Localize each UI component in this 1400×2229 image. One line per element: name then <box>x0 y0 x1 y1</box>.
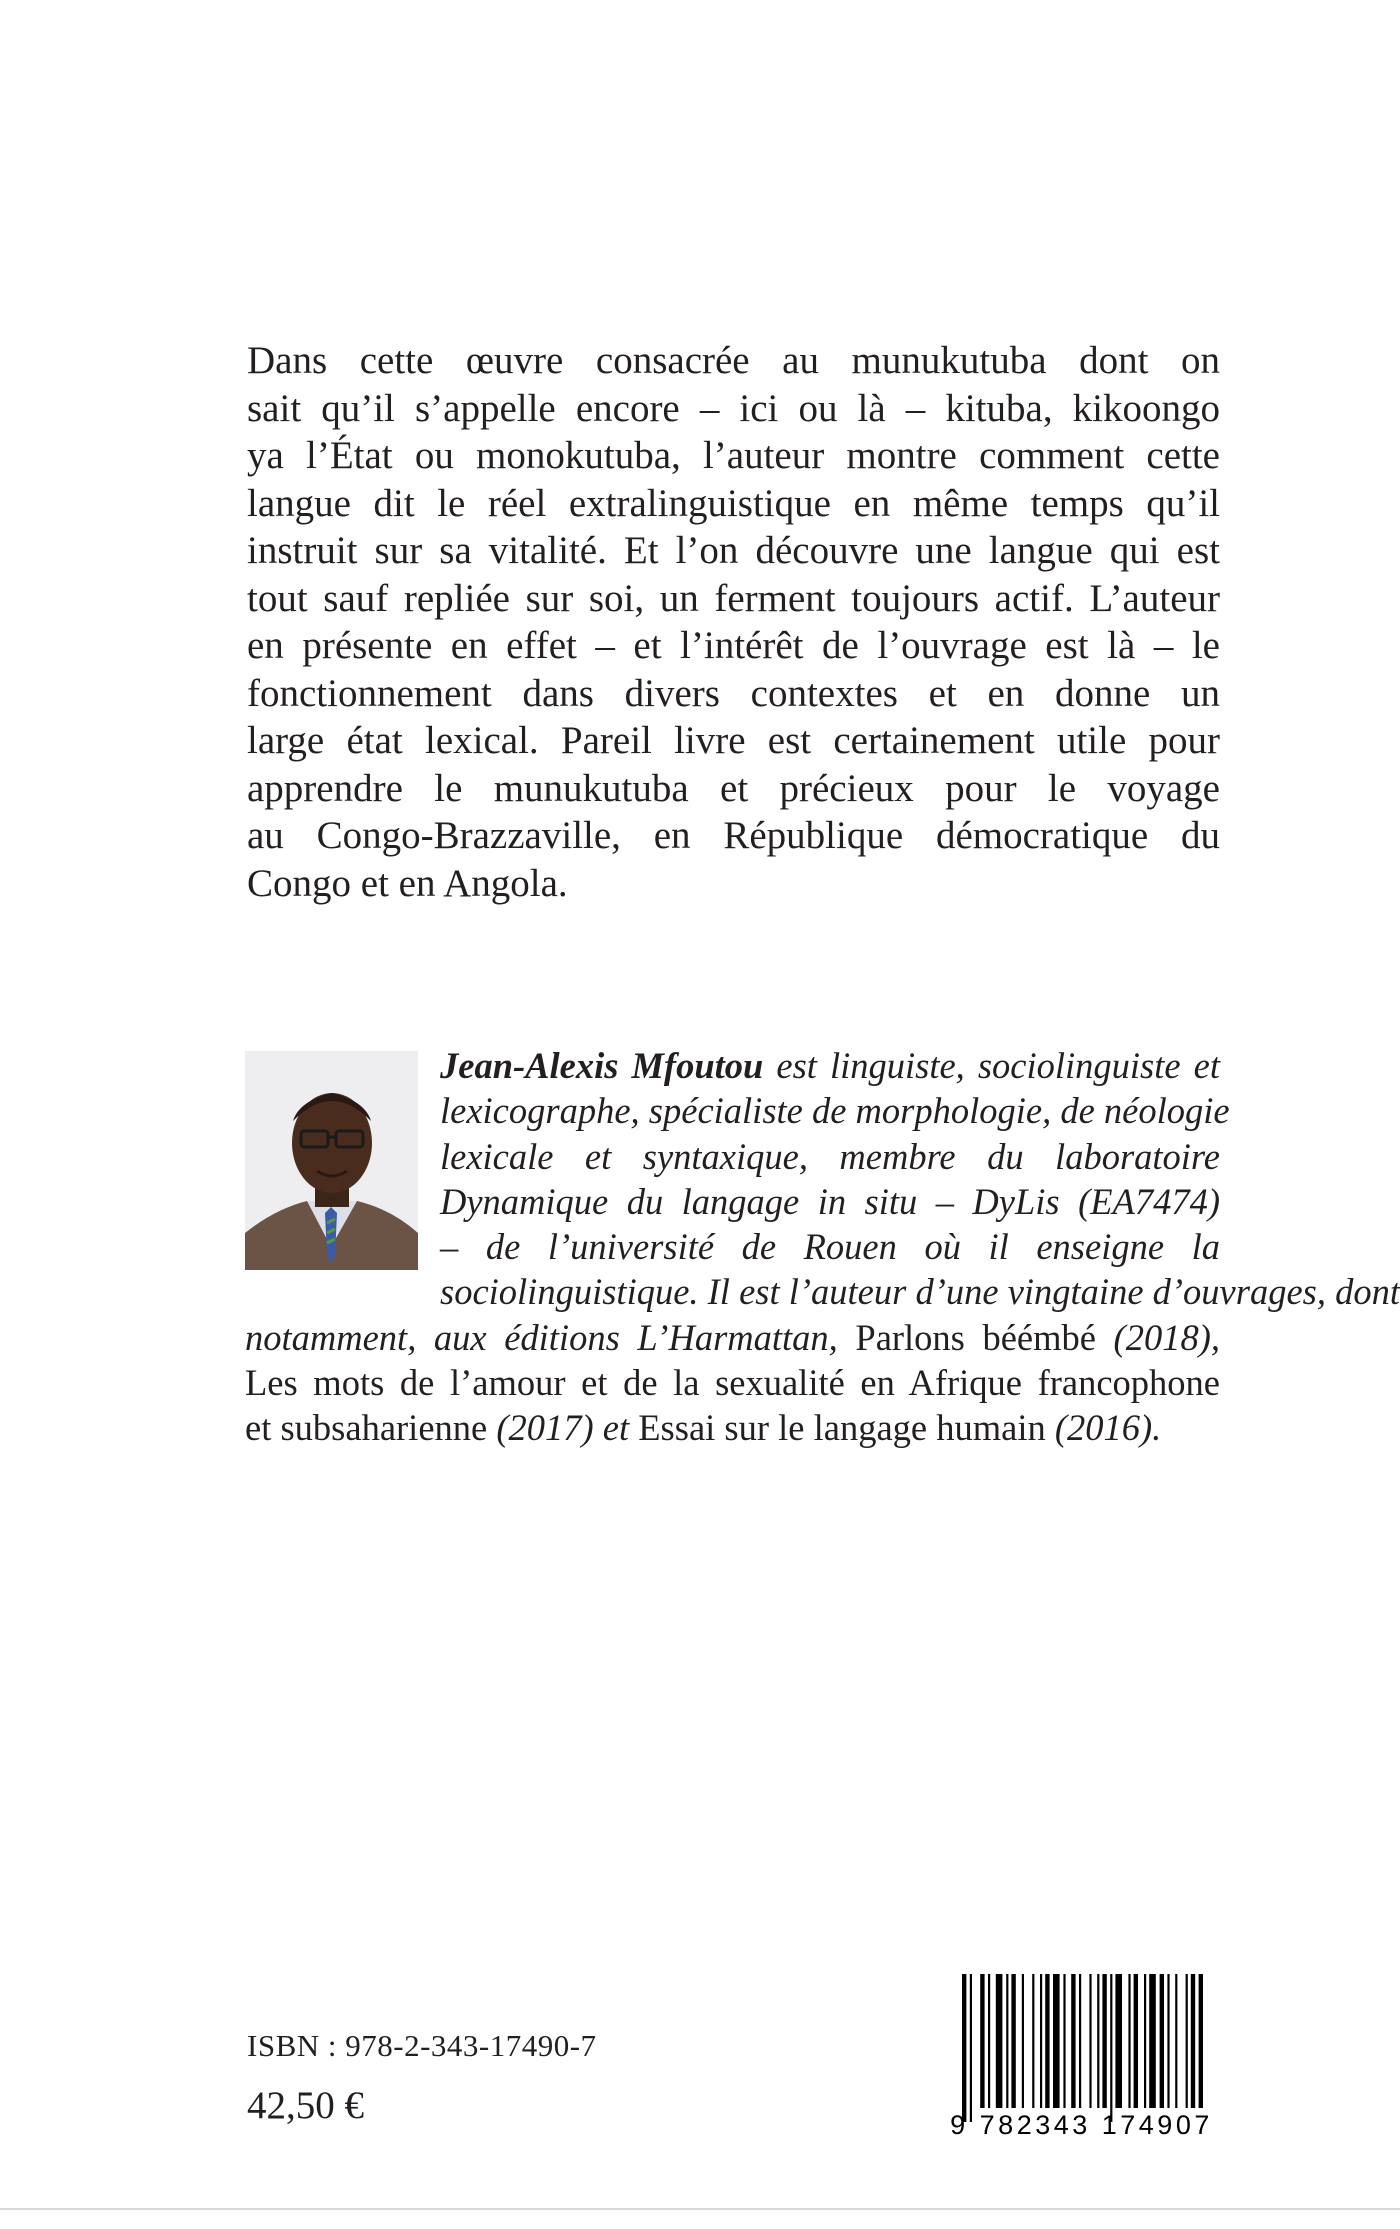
barcode-bar <box>1053 1974 1060 2108</box>
isbn-label: ISBN : 978-2-343-17490-7 <box>247 2028 597 2063</box>
barcode-bar <box>1149 1974 1156 2108</box>
barcode-bar <box>1063 1974 1065 2108</box>
blurb-line: fonctionnement dans divers contextes et en donne un <box>247 671 1220 715</box>
barcode-bar <box>996 1974 1003 2108</box>
trim-line <box>0 2208 1400 2210</box>
barcode-bar <box>1115 1974 1122 2108</box>
blurb-line: langue dit le réel extralinguistique en même temps qu’il <box>247 481 1220 525</box>
blurb-line: apprendre le munukutuba et précieux pour le voyage <box>247 766 1220 810</box>
barcode-bar <box>1011 1974 1015 2108</box>
bio-text: lexicale et syntaxique, membre du laboratoire <box>440 1135 1220 1177</box>
barcode-bar <box>1186 1974 1188 2108</box>
blurb-line: en présente en effet – et l’intérêt de l’ouvrage est là – le <box>247 624 1220 667</box>
book-year: (2017) et <box>487 1407 639 1449</box>
blurb-line: sait qu’il s’appelle encore – ici ou là – kituba, kikoongo <box>247 386 1220 430</box>
barcode-bar <box>1089 1974 1091 2108</box>
author-portrait-image <box>245 1051 418 1270</box>
barcode-digits: 9 782343 174907 <box>950 2110 1213 2140</box>
barcode-bar <box>1071 1974 1075 2108</box>
author-section <box>245 1043 1400 1451</box>
barcode-bar <box>1175 1974 1177 2108</box>
barcode-bar <box>988 1974 990 2108</box>
barcode-bar <box>1102 1974 1106 2108</box>
barcode-bar <box>1032 1974 1034 2108</box>
blurb-line: large état lexical. Pareil livre est certainement utile pour <box>247 719 1220 762</box>
barcode-bar <box>1006 1974 1008 2108</box>
blurb-line: tout sauf repliée sur soi, un ferment toujours actif. L’auteur <box>247 576 1220 620</box>
barcode-bar <box>1022 1974 1024 2108</box>
barcode-bar <box>1079 1974 1081 2108</box>
author-name: Jean-Alexis Mfoutou <box>440 1045 764 1086</box>
author-photo <box>245 1051 418 1270</box>
barcode-bar <box>1110 1974 1112 2122</box>
book-year: (2016). <box>1045 1407 1162 1449</box>
blurb-line: Dans cette œuvre consacrée au munukutuba dont on <box>247 339 1220 382</box>
barcode-bar <box>1097 1974 1099 2108</box>
book-title: Parlons béémbé <box>855 1316 1096 1358</box>
barcode-bar <box>962 1974 966 2122</box>
blurb-line: ya l’État ou monokutuba, l’auteur montre comment cette <box>247 434 1220 477</box>
barcode-bar <box>1199 1974 1203 2108</box>
barcode-bar <box>980 1974 984 2108</box>
barcode-bar <box>1167 1974 1169 2108</box>
blurb-line: Congo et en Angola. <box>247 861 568 905</box>
book-title: Les mots de l’amour et de la sexualité en Afrique francophone <box>245 1362 1220 1404</box>
blurb-line: au Congo-Brazzaville, en République démocratique du <box>247 814 1220 857</box>
barcode-bar <box>1134 1974 1138 2108</box>
bio-text: lexicographe, spécialiste de morphologie, de néologie <box>440 1090 1230 1132</box>
book-year: (2018), <box>1095 1316 1220 1358</box>
barcode-bar <box>1040 1974 1042 2108</box>
barcode-bar <box>970 1974 972 2122</box>
barcode-bar <box>1128 1974 1130 2108</box>
bio-text: – de l’université de Rouen où il enseigne la <box>440 1226 1220 1268</box>
bio-text: Dynamique du langage in situ – DyLis (EA7474) <box>440 1180 1220 1222</box>
barcode-bar <box>1144 1974 1146 2108</box>
barcode-bar <box>1191 1974 1195 2108</box>
price-label: 42,50 € <box>247 2084 364 2127</box>
bio-text: sociolinguistique. Il est l’auteur d’une vingtaine d’ouvrages, dont <box>440 1271 1400 1313</box>
blurb-line: instruit sur sa vitalité. Et l’on découvre une langue qui est <box>247 529 1220 572</box>
barcode-bar <box>1045 1974 1049 2108</box>
book-title: Essai sur le langage humain <box>638 1407 1046 1449</box>
blurb-paragraph <box>247 337 1220 907</box>
bio-text: est linguiste, sociolinguiste et <box>763 1045 1220 1086</box>
bio-text: notamment, aux éditions L’Harmattan, <box>245 1316 856 1358</box>
barcode-bar <box>1160 1974 1164 2108</box>
book-title: et subsaharienne <box>245 1407 488 1449</box>
